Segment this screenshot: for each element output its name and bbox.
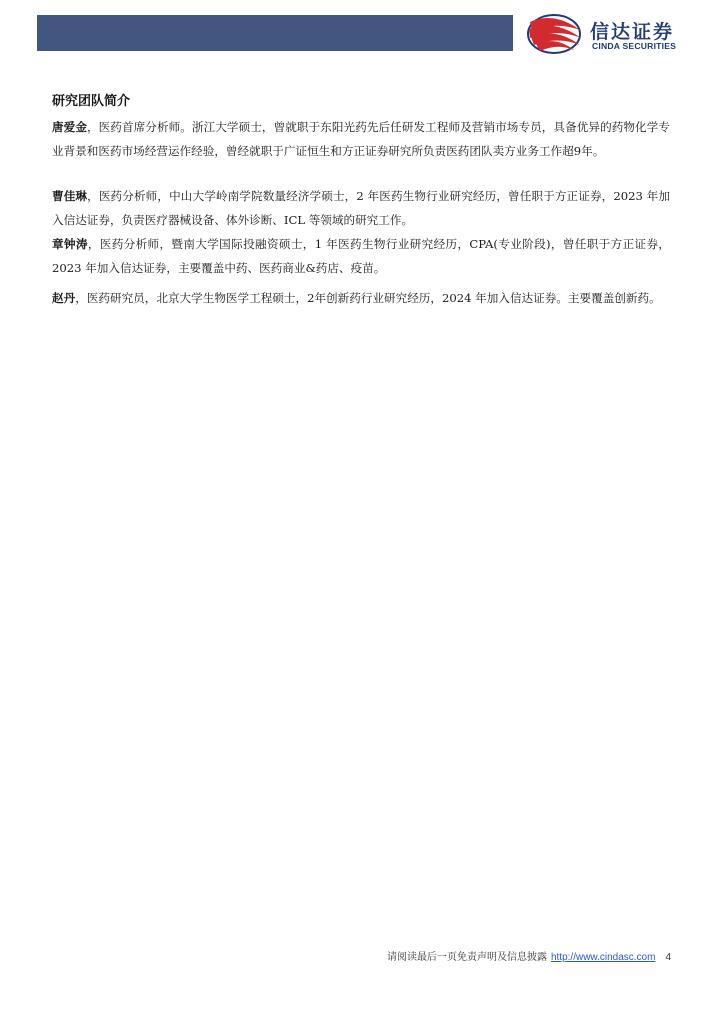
analyst-description: ，医药研究员，北京大学生物医学工程硕士，2年创新药行业研究经历，2024 年加入信达证券。主要覆盖创新药。 xyxy=(75,291,661,305)
analyst-bio xyxy=(52,286,670,310)
analyst-name: 赵丹 xyxy=(52,291,76,305)
analyst-description: ，医药首席分析师。浙江大学硕士，曾就职于东阳光药先后任研发工程师及营销市场专员，具备优异的药物化学专业背景和医药市场经营运作经验，曾经就职于广证恒生和方正证券研究所负责医药团队卖方业务工作超9年。 xyxy=(52,120,670,158)
cinda-logo-emblem-icon xyxy=(524,13,584,55)
analyst-name: 章钟涛 xyxy=(52,237,88,251)
analyst-name: 唐爱金 xyxy=(52,120,87,134)
analyst-description: ，医药分析师，中山大学岭南学院数量经济学硕士，2 年医药生物行业研究经历，曾任职于方正证券，2023 年加入信达证券，负责医疗器械设备、体外诊断、ICL 等领域的研究工作。 xyxy=(52,189,670,227)
logo-chinese-name: 信达证券 xyxy=(590,21,675,43)
header-band xyxy=(37,15,513,51)
page-number: 4 xyxy=(665,952,671,963)
cinda-logo xyxy=(524,13,704,55)
analyst-bio xyxy=(52,115,670,163)
analyst-bio xyxy=(52,184,670,232)
analyst-name: 曹佳琳 xyxy=(52,189,88,203)
analyst-bio xyxy=(52,232,670,280)
logo-english-name: CINDA SECURITIES xyxy=(592,41,677,51)
page-footer xyxy=(387,948,671,963)
analyst-description: ，医药分析师，暨南大学国际投融资硕士，1 年医药生物行业研究经历，CPA(专业阶段)，曾任职于方正证券，2023 年加入信达证券，主要覆盖中药、医药商业&药店、疫苗。 xyxy=(52,237,670,275)
section-title: 研究团队简介 xyxy=(52,94,131,109)
website-link[interactable]: http://www.cindasc.com xyxy=(550,952,656,963)
disclaimer-text: 请阅读最后一页免责声明及信息披露 xyxy=(386,952,547,963)
